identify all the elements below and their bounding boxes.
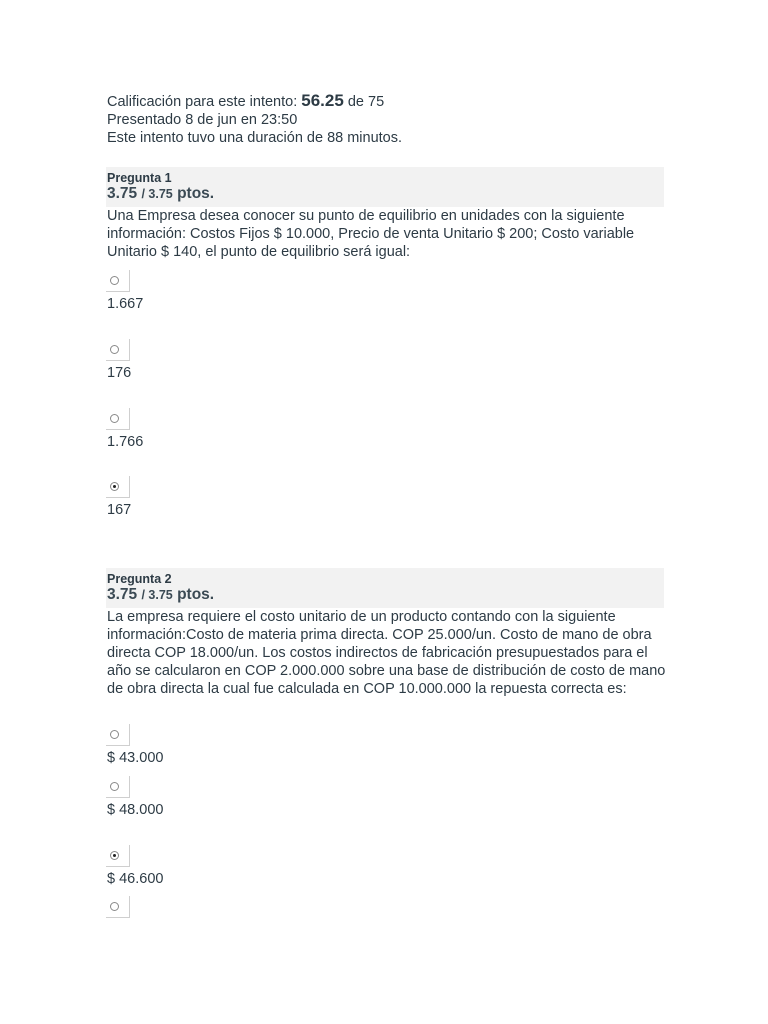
answer-option-selected[interactable] <box>106 476 131 519</box>
points-earned: 3.75 <box>107 185 138 202</box>
radio-button[interactable] <box>106 339 130 361</box>
answer-option[interactable] <box>106 776 163 819</box>
attempt-summary <box>107 92 402 147</box>
question-2-text: La empresa requiere el costo unitario de un producto contando con la siguiente información:Costo de materia prima directa. COP 25.000/un. Costo de mano de obra directa COP 18.000/un. Los costos indirectos de fabricación presupuestados para el año se calcularon en COP 2.000.000 sobre una base de distribución de costo de mano de obra directa la cual fue calculada en COP 10.000.000 la repuesta correcta es: <box>107 609 666 697</box>
radio-unchecked-icon[interactable] <box>110 414 119 423</box>
radio-button[interactable] <box>106 476 130 498</box>
points-total: / 3.75 <box>141 588 173 602</box>
answer-option[interactable] <box>106 270 143 313</box>
points-total: / 3.75 <box>141 187 173 201</box>
radio-checked-icon[interactable] <box>110 851 119 860</box>
question-title: Pregunta 2 <box>107 572 172 586</box>
answer-label: 167 <box>107 502 132 518</box>
score-value: 56.25 <box>301 91 344 110</box>
answer-label: $ 43.000 <box>107 750 164 766</box>
score-line <box>107 92 402 111</box>
question-title: Pregunta 1 <box>107 171 172 185</box>
question-points <box>107 586 664 604</box>
answer-option-selected[interactable] <box>106 845 163 888</box>
answer-label: $ 46.600 <box>107 871 164 887</box>
submitted-date: Presentado 8 de jun en 23:50 <box>107 112 298 128</box>
answer-label: 1.766 <box>107 434 144 450</box>
radio-button[interactable] <box>106 776 130 798</box>
radio-button[interactable] <box>106 896 130 918</box>
radio-button[interactable] <box>106 724 130 746</box>
question-points <box>107 185 664 203</box>
radio-unchecked-icon[interactable] <box>110 730 119 739</box>
question-1-header <box>106 167 664 207</box>
radio-button[interactable] <box>106 845 130 867</box>
answer-option[interactable] <box>106 339 131 382</box>
answer-label: $ 48.000 <box>107 802 164 818</box>
score-label: Calificación para este intento: <box>107 94 298 110</box>
radio-unchecked-icon[interactable] <box>110 782 119 791</box>
attempt-duration: Este intento tuvo una duración de 88 minutos. <box>107 130 403 146</box>
points-earned: 3.75 <box>107 586 138 603</box>
answer-option[interactable] <box>106 724 163 767</box>
radio-unchecked-icon[interactable] <box>110 902 119 911</box>
radio-button[interactable] <box>106 408 130 430</box>
answer-option[interactable] <box>106 896 130 918</box>
question-2-header <box>106 568 664 608</box>
radio-unchecked-icon[interactable] <box>110 276 119 285</box>
answer-option[interactable] <box>106 408 143 451</box>
radio-checked-icon[interactable] <box>110 482 119 491</box>
score-total: de 75 <box>347 94 385 110</box>
answer-label: 1.667 <box>107 296 144 312</box>
radio-unchecked-icon[interactable] <box>110 345 119 354</box>
radio-button[interactable] <box>106 270 130 292</box>
points-unit: ptos. <box>177 185 215 202</box>
answer-label: 176 <box>107 365 132 381</box>
points-unit: ptos. <box>177 586 215 603</box>
question-1-text: Una Empresa desea conocer su punto de equilibrio en unidades con la siguiente información: Costos Fijos $ 10.000, Precio de venta Unitario $ 200; Costo variable Unitario $ 140, el punto de equilibrio será igual: <box>107 208 635 260</box>
